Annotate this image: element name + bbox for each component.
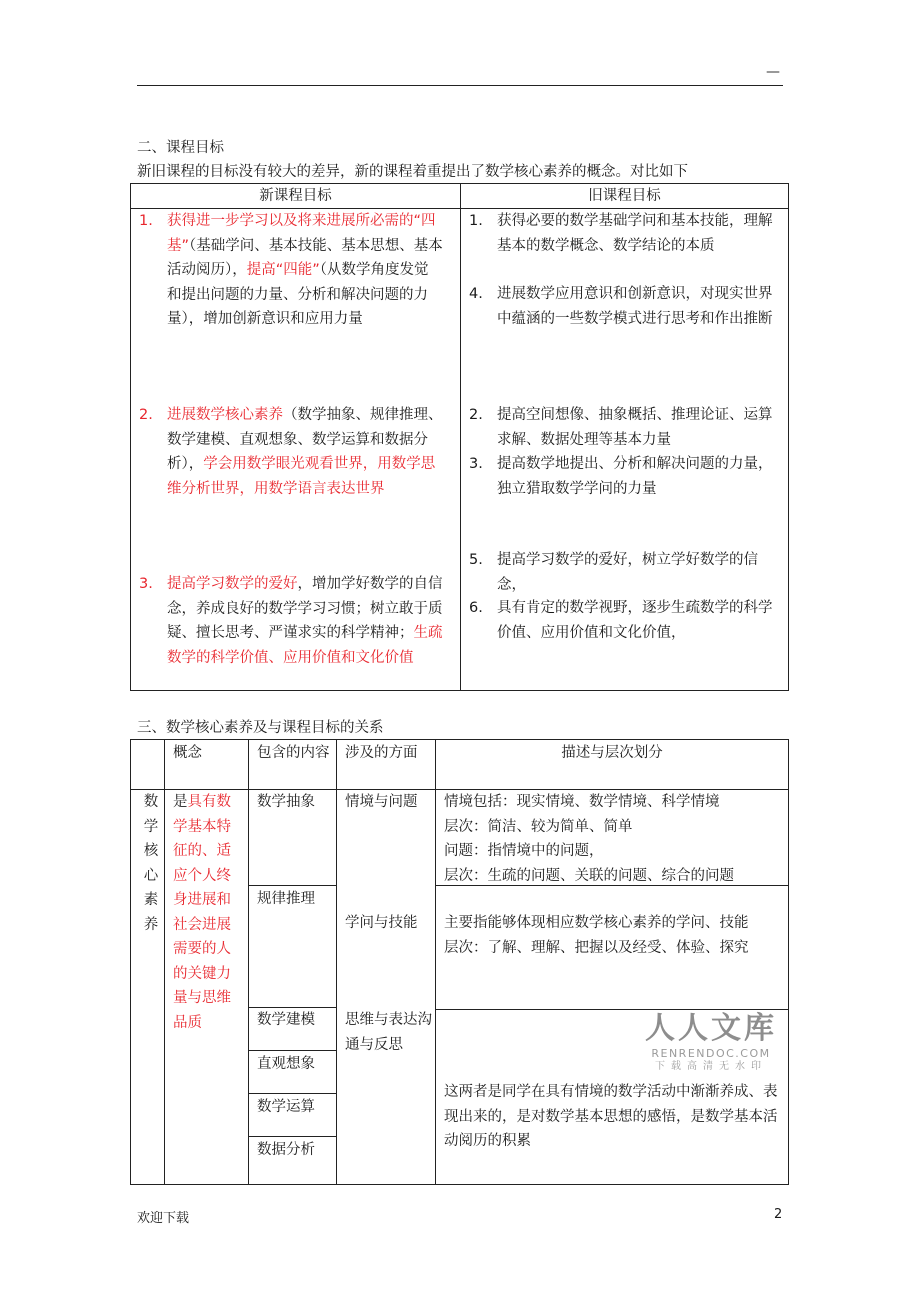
content-item: 数学抽象	[257, 794, 315, 810]
aspect-item: 情境与问题	[345, 794, 418, 810]
goals-comparison-table	[130, 183, 789, 691]
new-goal-number: 1.	[139, 213, 153, 229]
text-span: （从数学角度发觉和提出问题的力量、分析和解决问题的力量），增加创新意识和应用力量	[167, 262, 429, 327]
header-aspects: 涉及的方面	[345, 745, 418, 761]
old-goal-number: 5.	[469, 552, 483, 568]
content-item: 数据分析	[257, 1142, 315, 1158]
old-goal-number: 1.	[469, 213, 483, 229]
row-label-core-literacy: 数学核心素养	[143, 794, 159, 933]
section3-title: 三、数学核心素养及与课程目标的关系	[137, 720, 384, 736]
content-item: 直观想象	[257, 1056, 315, 1072]
aspect-item: 思维与表达沟通与反思	[345, 1012, 432, 1053]
new-goal-number: 3.	[139, 576, 153, 592]
header-contents: 包含的内容	[257, 745, 330, 761]
text-span: 学会用数学眼光观看世界，用数学思维分析世界，用数学语言表达世界	[167, 456, 436, 497]
grid-line	[164, 740, 165, 1184]
description-line: 这两者是同学在具有情境的数学活动中渐渐养成、表现出来的，是对数学基本思想的感悟，是数学基本活动阅历的积累	[444, 1084, 778, 1149]
old-goal-text: 获得必要的数学基础学问和基本技能，理解基本的数学概念、数学结论的本质	[497, 213, 773, 254]
text-span: ，增加学好数学的自信念，养成良好的数学学习习惯；树立敢于质疑、擅长思考、严谨求实的科学精神；	[167, 576, 443, 641]
watermark-tagline: 下载高清无水印	[655, 1061, 767, 1072]
new-goal-text	[167, 572, 443, 670]
old-goal-text: 提高学习数学的爱好，树立学好数学的信念，	[497, 552, 758, 593]
description-block-2	[444, 911, 782, 960]
description-line: 层次：生疏的问题、关联的问题、综合的问题	[444, 867, 734, 884]
old-goal-text: 提高空间想像、抽象概括、推理论证、运算求解、数据处理等基本力量	[497, 407, 773, 448]
text-span: （数学抽象、规律推理、数学建模、直观想象、数学运算和数据分析），	[167, 407, 443, 472]
old-goal-text: 进展数学应用意识和创新意识，对现实世界中蕴涵的一些数学模式进行思考和作出推断	[497, 286, 773, 327]
old-goal-number: 4.	[469, 286, 483, 302]
grid-line	[248, 740, 249, 1184]
old-goal-number: 2.	[469, 407, 483, 423]
header-description: 描述与层次划分	[561, 745, 663, 761]
description-line: 问题：指情境中的问题，	[444, 843, 604, 859]
grid-line	[248, 1136, 336, 1137]
text-span: 生疏数学的科学价值、应用价值和文化价值	[167, 625, 443, 666]
core-literacy-table	[130, 739, 789, 1185]
text-span: 进展数学核心素养	[167, 407, 283, 423]
text-span: （基础学问、基本技能、基本思想、基本活动阅历），	[167, 237, 443, 278]
description-line: 层次：简洁、较为简单、简单	[444, 818, 633, 835]
watermark-main: 人人文库	[645, 1011, 777, 1046]
content-item: 规律推理	[257, 891, 315, 907]
grid-line	[336, 740, 337, 1184]
column-separator	[460, 184, 461, 690]
grid-line	[435, 1009, 788, 1010]
concept-definition	[173, 790, 243, 1035]
new-goal-text	[167, 403, 443, 501]
text-span: 提高学习数学的爱好	[167, 576, 298, 592]
grid-line	[248, 1050, 336, 1051]
header-concept: 概念	[173, 745, 202, 761]
description-line: 层次：了解、理解、把握以及经受、体验、探究	[444, 939, 749, 956]
section2-title: 二、课程目标	[137, 140, 224, 156]
concept-prefix: 是	[173, 794, 188, 810]
concept-red-text: 具有数学基本特征的、适应个人终身进展和社会进展需要的人的关键力量与思维品质	[173, 794, 231, 1031]
watermark-site: RENRENDOC.COM	[651, 1047, 771, 1060]
old-goal-number: 3.	[469, 456, 483, 472]
description-block-1	[444, 790, 784, 888]
text-span: 提高“四能”	[246, 262, 320, 278]
old-goal-number: 6.	[469, 600, 483, 616]
page-number: 2	[774, 1207, 783, 1222]
aspect-item: 学问与技能	[345, 915, 418, 931]
header-new-goals: 新课程目标	[259, 188, 332, 204]
description-line: 主要指能够体现相应数学核心素养的学问、技能	[444, 915, 749, 931]
content-item: 数学建模	[257, 1012, 315, 1028]
new-goal-number: 2.	[139, 407, 153, 423]
description-block-3	[444, 1080, 780, 1154]
description-line: 情境包括：现实情境、数学情境、科学情境	[444, 794, 720, 810]
footer-welcome: 欢迎下载	[137, 1211, 190, 1226]
text-span: 获得进一步学习以及将来进展所必需的“四基”	[167, 213, 436, 254]
old-goal-text: 提高数学地提出、分析和解决问题的力量，独立猎取数学学问的力量	[497, 456, 773, 497]
header-rule	[137, 85, 783, 86]
header-old-goals: 旧课程目标	[588, 188, 661, 204]
grid-line	[248, 1093, 336, 1094]
grid-line	[435, 740, 436, 1184]
grid-line	[248, 885, 336, 886]
header-mark: —	[766, 64, 780, 80]
section2-intro: 新旧课程的目标没有较大的差异，新的课程着重提出了数学核心素养的概念。对比如下	[137, 164, 688, 180]
content-item: 数学运算	[257, 1099, 315, 1115]
old-goal-text: 具有肯定的数学视野，逐步生疏数学的科学价值、应用价值和文化价值，	[497, 600, 773, 641]
new-goal-text	[167, 209, 443, 332]
watermark-logo	[645, 1011, 777, 1074]
